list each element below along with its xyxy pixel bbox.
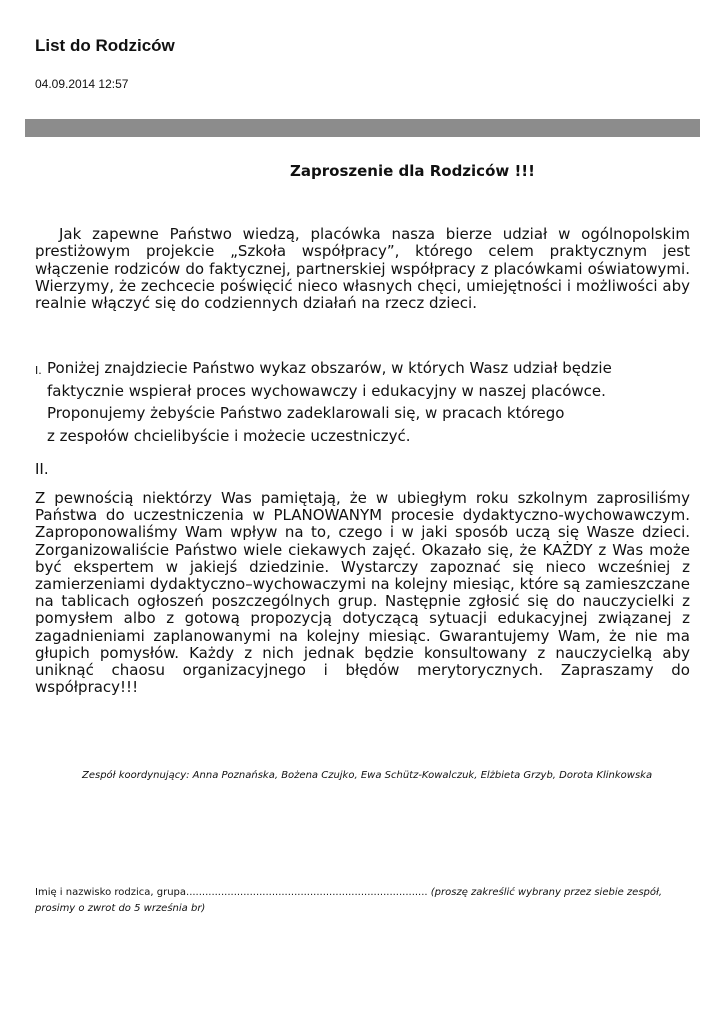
article-heading: Zaproszenie dla Rodziców !!! (290, 162, 535, 180)
section-1-marker: I. (35, 364, 42, 377)
section-2-marker: II. (35, 460, 49, 478)
section-2-line: Z pewnością niektórzy Was pamiętają, że w ubiegłym roku szkolnym zaprosiliśmy (35, 489, 690, 507)
intro-line: Jak zapewne Państwo wiedzą, placówka nasza bierze udział w ogólnopolskim (59, 225, 690, 243)
section-2-line: Zapraszamy do współpracy!!! (35, 661, 690, 697)
header-divider-bar (25, 119, 700, 137)
intro-line: i możliwości aby realnie włączyć się do codziennych działań na rzecz dzieci. (35, 276, 690, 313)
section-2-line: nauczycielką aby uniknąć chaosu organizacyjnego i błędów merytorycznych. (35, 643, 690, 680)
intro-paragraph (35, 226, 690, 312)
section-2-line: że nie ma głupich pomysłów. Każdy z nich jednak będzie konsultowany z (35, 626, 690, 662)
section-2-line: może być ekspertem w jakiejś dziedzinie. Wystarczy zapoznać się nieco wcześniej (35, 540, 690, 576)
intro-line: prestiżowym projekcie „Szkoła współpracy”, którego celem praktycznym jest (35, 242, 690, 261)
section-2-line: nauczycielki z pomysłem albo z gotową propozycją dotyczącą sytuacji edukacyjnej (35, 592, 690, 628)
coordinating-team: Zespół koordynujący: Anna Poznańska, Bożena Czujko, Ewa Schütz-Kowalczuk, Elżbieta Grzyb, Dorota Klinkowska (82, 770, 653, 781)
intro-line: włączenie rodziców do faktycznej, partnerskiej współpracy z placówkami (35, 259, 583, 278)
section-1-line: z zespołów chcielibyście i możecie uczestniczyć. (47, 427, 411, 445)
page-title: List do Rodziców (35, 36, 175, 55)
section-2-line: z zamierzeniami dydaktyczno–wychowaczymi na kolejny miesiąc, które są (35, 557, 690, 594)
section-1-line: Proponujemy żebyście Państwo zadeklarowali się, w pracach którego (47, 404, 565, 422)
form-note: (proszę zakreślić wybrany przez siebie zespół, prosimy o zwrot do 5 września br) (35, 887, 663, 914)
section-2-line: zamieszczane na tablicach ogłoszeń poszczególnych grup. Następnie zgłosić się do (35, 575, 690, 611)
reply-form-line (35, 885, 675, 917)
form-label: Imię i nazwisko rodzica, grupa............................................................................ (35, 887, 431, 898)
section-2-line: Państwa do uczestniczenia w PLANOWANYM procesie dydaktyczno-wychowawczym. (35, 506, 690, 525)
section-2-line: Zaproponowaliśmy Wam wpływ na to, czego i w jaki sposób uczą się Wasze dzieci. (35, 523, 690, 542)
section-2-paragraph (35, 490, 690, 696)
post-datetime: 04.09.2014 12:57 (35, 77, 129, 91)
intro-line: oświatowymi. Wierzymy, że zechcecie poświęcić nieco własnych chęci, umiejętności (35, 259, 690, 295)
section-2-line: Zorganizowaliście Państwo wiele ciekawych zajęć. Okazało się, że KAŻDY z Was (35, 540, 644, 559)
section-2-line: związanej z zagadnieniami zaplanowanymi na kolejny miesiąc. Gwarantujemy Wam, (35, 609, 690, 645)
section-1-line: faktycznie wspierał proces wychowawczy i edukacyjny w naszej placówce. (47, 382, 606, 400)
section-1-line: Poniżej znajdziecie Państwo wykaz obszarów, w których Wasz udział będzie (47, 359, 612, 377)
